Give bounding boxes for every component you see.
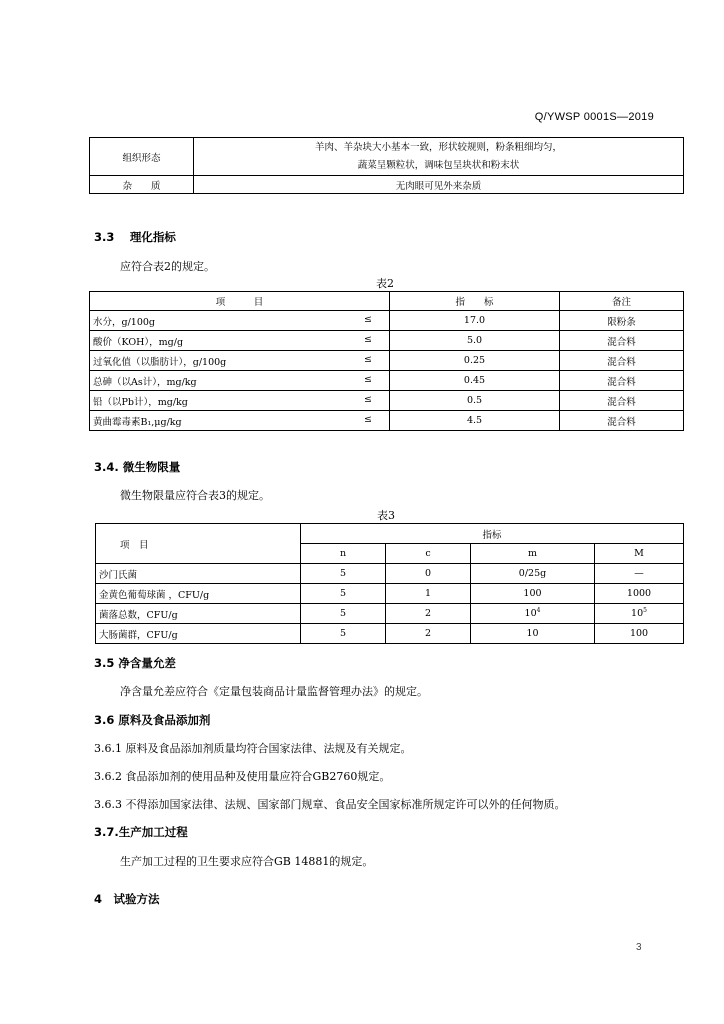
index-value: 4.5: [390, 411, 560, 431]
m-base: 10: [524, 608, 537, 619]
remark: 混合料: [560, 391, 684, 411]
table-row: [90, 351, 684, 371]
table-header: n: [301, 544, 386, 564]
cell-line: 蔬菜呈颗粒状，调味包呈块状和粉末状: [357, 159, 520, 171]
c-value: 1: [386, 584, 471, 604]
remark: 混合料: [560, 331, 684, 351]
le-symbol: ≤: [364, 413, 372, 425]
table-row: [96, 584, 684, 604]
section-heading: 3.7.生产加工过程: [94, 825, 188, 839]
table-caption: 表2: [376, 277, 394, 290]
M-exponent: 5: [643, 606, 647, 614]
index-value: 0.45: [390, 371, 560, 391]
le-symbol: ≤: [364, 313, 372, 325]
c-value: 0: [386, 564, 471, 584]
item-label: 总砷（以As计），mg/kg: [93, 376, 197, 388]
section-heading: 3.3 理化指标: [94, 230, 176, 244]
item-label: 沙门氏菌: [96, 564, 301, 584]
standard-code: Q/YWSP 0001S—2019: [534, 111, 654, 123]
index-value: 0.25: [390, 351, 560, 371]
n-value: 5: [301, 624, 386, 644]
section-heading: 4 试验方法: [94, 892, 160, 906]
clause-3-6-1: 3.6.1 原料及食品添加剂质量均符合国家法律、法规及有关规定。: [94, 742, 412, 755]
table-cell: [194, 138, 684, 176]
M-base: 10: [631, 608, 644, 619]
le-symbol: ≤: [364, 393, 372, 405]
index-value: 5.0: [390, 331, 560, 351]
table-header: M: [595, 544, 684, 564]
le-symbol: ≤: [364, 373, 372, 385]
table-row: [90, 371, 684, 391]
table-row: [96, 564, 684, 584]
table-cell: 无肉眼可见外来杂质: [194, 176, 684, 194]
n-value: 5: [301, 604, 386, 624]
table-header: c: [386, 544, 471, 564]
table-caption: 表3: [377, 509, 395, 522]
physicochemical-table: [89, 291, 684, 431]
remark: 混合料: [560, 351, 684, 371]
table-row: [96, 604, 684, 624]
M-value: [595, 604, 684, 624]
item-label: 水分，g/100g: [93, 316, 155, 328]
clause-3-6-2: 3.6.2 食品添加剂的使用品种及使用量应符合GB2760规定。: [94, 770, 391, 783]
M-value: 1000: [595, 584, 684, 604]
table-header: 项 目: [90, 292, 390, 311]
page-number: 3: [636, 942, 642, 953]
table-header: 备注: [560, 292, 684, 311]
paragraph: 微生物限量应符合表3的规定。: [120, 489, 270, 502]
M-value: —: [595, 564, 684, 584]
m-value: 100: [471, 584, 595, 604]
m-value: 0/25g: [471, 564, 595, 584]
remark: 限粉条: [560, 311, 684, 331]
table-header: 指标: [301, 524, 684, 544]
table-header: 项 目: [96, 524, 301, 564]
table-header: m: [471, 544, 595, 564]
item-label: 菌落总数，CFU/g: [96, 604, 301, 624]
cell-line: 羊肉、羊杂块大小基本一致，形状较规则，粉条粗细均匀，: [314, 141, 562, 153]
item-label: 铅（以Pb计），mg/kg: [93, 396, 188, 408]
section-heading: 3.6 原料及食品添加剂: [94, 713, 211, 727]
m-value: [471, 604, 595, 624]
item-label: 过氧化值（以脂肪计），g/100g: [93, 356, 227, 368]
section-heading: 3.5 净含量允差: [94, 656, 176, 670]
remark: 混合料: [560, 411, 684, 431]
n-value: 5: [301, 564, 386, 584]
table-row: [96, 624, 684, 644]
table-cell: 杂 质: [90, 176, 194, 194]
remark: 混合料: [560, 371, 684, 391]
clause-3-6-3: 3.6.3 不得添加国家法律、法规、国家部门规章、食品安全国家标准所规定许可以外的任何物质。: [94, 798, 566, 811]
M-value: 100: [595, 624, 684, 644]
paragraph: 应符合表2的规定。: [120, 260, 215, 273]
c-value: 2: [386, 624, 471, 644]
le-symbol: ≤: [364, 333, 372, 345]
sensory-table: [89, 137, 684, 194]
item-label: 黄曲霉毒素B₁,μg/kg: [93, 416, 182, 428]
c-value: 2: [386, 604, 471, 624]
item-label: 金黄色葡萄球菌 ，CFU/g: [96, 584, 301, 604]
table-row: [90, 411, 684, 431]
item-label: 酸价（KOH），mg/g: [93, 336, 184, 348]
table-row: [90, 311, 684, 331]
index-value: 0.5: [390, 391, 560, 411]
paragraph: 生产加工过程的卫生要求应符合GB 14881的规定。: [120, 855, 374, 868]
le-symbol: ≤: [364, 353, 372, 365]
table-row: [90, 331, 684, 351]
item-label: 大肠菌群，CFU/g: [96, 624, 301, 644]
paragraph: 净含量允差应符合《定量包装商品计量监督管理办法》的规定。: [120, 685, 428, 698]
section-heading: 3.4. 微生物限量: [94, 460, 181, 474]
table-header: 指 标: [390, 292, 560, 311]
m-exponent: 4: [536, 606, 541, 614]
n-value: 5: [301, 584, 386, 604]
m-value: 10: [471, 624, 595, 644]
index-value: 17.0: [390, 311, 560, 331]
microbial-table: [95, 523, 684, 644]
table-row: [90, 391, 684, 411]
table-cell: 组织形态: [90, 138, 194, 176]
